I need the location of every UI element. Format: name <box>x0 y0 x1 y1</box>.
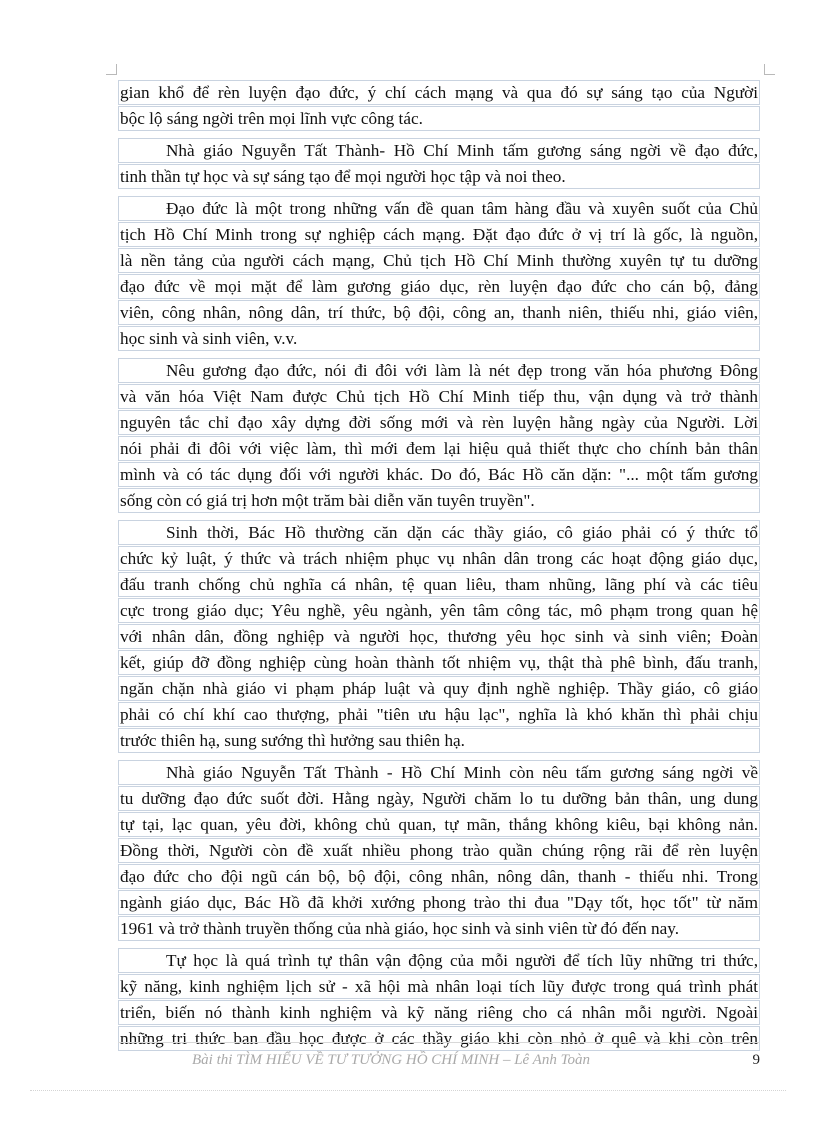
page-bottom-edge <box>30 1090 786 1091</box>
text-line: kết, giúp đỡ đồng nghiệp cùng hoàn thành tốt nhiệm vụ, thật thà phê bình, đấu tranh, <box>118 650 760 675</box>
text-line: nguyên tắc chỉ đạo xây dựng đời sống mới và rèn luyện hằng ngày của Người. Lời <box>118 410 760 435</box>
page-footer <box>118 1052 760 1074</box>
paragraph <box>118 196 760 351</box>
text-line: triển, biến nó thành kinh nghiệm và kỹ năng riêng cho cá nhân mỗi người. Ngoài <box>118 1000 760 1025</box>
text-line: với nhân dân, đồng nghiệp và người học, thương yêu học sinh và sinh viên; Đoàn <box>118 624 760 649</box>
text-line: Nhà giáo Nguyễn Tất Thành- Hồ Chí Minh tấm gương sáng ngời về đạo đức, <box>118 138 760 163</box>
text-line: tinh thần tự học và sự sáng tạo để mọi người học tập và noi theo. <box>118 164 760 189</box>
text-line: mình và có tác dụng đối với người khác. Do đó, Bác Hồ căn dặn: "... một tấm gương <box>118 462 760 487</box>
paragraph <box>118 138 760 189</box>
text-line: Nêu gương đạo đức, nói đi đôi với làm là nét đẹp trong văn hóa phương Đông <box>118 358 760 383</box>
text-line: tự tại, lạc quan, yêu đời, không chủ quan, tự mãn, thắng không kiêu, bại không nản. <box>118 812 760 837</box>
margin-corner-top-left <box>106 64 117 75</box>
text-line: trước thiên hạ, sung sướng thì hưởng sau thiên hạ. <box>118 728 760 753</box>
text-line: ngành giáo dục, Bác Hồ đã khởi xướng phong trào thi đua "Dạy tốt, học tốt" từ năm <box>118 890 760 915</box>
text-line: tịch Hồ Chí Minh trong sự nghiệp cách mạng. Đặt đạo đức ở vị trí là gốc, là nguồn, <box>118 222 760 247</box>
text-line: những tri thức ban đầu học được ở các thầy giáo khi còn nhỏ ở quê và khi còn trên <box>118 1026 760 1051</box>
text-line: kỹ năng, kinh nghiệm lịch sử - xã hội mà nhân loại tích lũy được trong quá trình phát <box>118 974 760 999</box>
paragraph <box>118 760 760 941</box>
paragraph <box>118 358 760 513</box>
text-line: Đạo đức là một trong những vấn đề quan tâm hàng đầu và xuyên suốt của Chủ <box>118 196 760 221</box>
text-line: bộc lộ sáng ngời trên mọi lĩnh vực công tác. <box>118 106 760 131</box>
text-line: tu dưỡng đạo đức suốt đời. Hằng ngày, Người chăm lo tu dưỡng bản thân, ung dung <box>118 786 760 811</box>
text-line: Nhà giáo Nguyễn Tất Thành - Hồ Chí Minh còn nêu tấm gương sáng ngời về <box>118 760 760 785</box>
text-line: là nền tảng của người cách mạng, Chủ tịch Hồ Chí Minh thường xuyên tự tu dưỡng <box>118 248 760 273</box>
text-line: gian khổ để rèn luyện đạo đức, ý chí cách mạng và qua đó sự sáng tạo của Người <box>118 80 760 105</box>
text-line: đạo đức về mọi mặt để làm gương giáo dục, rèn luyện đạo đức cho cán bộ, đảng <box>118 274 760 299</box>
text-line: 1961 và trở thành truyền thống của nhà giáo, học sinh và sinh viên từ đó đến nay. <box>118 916 760 941</box>
text-line: cực trong giáo dục; Yêu nghề, yêu ngành, yên tâm công tác, mô phạm trong quan hệ <box>118 598 760 623</box>
text-line: học sinh và sinh viên, v.v. <box>118 326 760 351</box>
text-line: viên, công nhân, nông dân, trí thức, bộ đội, công an, thanh niên, thiếu nhi, giáo viên, <box>118 300 760 325</box>
text-line: và văn hóa Việt Nam được Chủ tịch Hồ Chí Minh tiếp thu, vận dụng và trở thành <box>118 384 760 409</box>
body-text <box>118 80 760 1058</box>
paragraph <box>118 80 760 131</box>
page-number: 9 <box>752 1052 760 1068</box>
text-line: Tự học là quá trình tự thân vận động của mỗi người để tích lũy những tri thức, <box>118 948 760 973</box>
paragraph <box>118 520 760 753</box>
footer-title: Bài thi TÌM HIỂU VỀ TƯ TƯỞNG HỒ CHÍ MINH – Lê Anh Toàn <box>192 1052 591 1068</box>
margin-corner-top-right <box>764 64 775 75</box>
text-line: phải có chí khí cao thượng, phải "tiên ưu hậu lạc", nghĩa là khó khăn thì phải chịu <box>118 702 760 727</box>
text-line: đấu tranh chống chủ nghĩa cá nhân, tệ quan liêu, tham nhũng, lãng phí và các tiêu <box>118 572 760 597</box>
footer-divider <box>118 1042 760 1043</box>
text-line: nói phải đi đôi với việc làm, thì mới đem lại hiệu quả thiết thực cho chính bản thân <box>118 436 760 461</box>
text-line: ngăn chặn nhà giáo vi phạm pháp luật và quy định nghề nghiệp. Thầy giáo, cô giáo <box>118 676 760 701</box>
text-line: Sinh thời, Bác Hồ thường căn dặn các thầy giáo, cô giáo phải có ý thức tổ <box>118 520 760 545</box>
text-line: chức kỷ luật, ý thức và trách nhiệm phục vụ nhân dân trong các hoạt động giáo dục, <box>118 546 760 571</box>
paragraph <box>118 948 760 1051</box>
text-line: Đồng thời, Người còn đề xuất nhiều phong trào quần chúng rộng rãi để rèn luyện <box>118 838 760 863</box>
text-line: sống còn có giá trị hơn một trăm bài diễn văn tuyên truyền". <box>118 488 760 513</box>
text-line: đạo đức cho đội ngũ cán bộ, bộ đội, công nhân, nông dân, thanh - thiếu nhi. Trong <box>118 864 760 889</box>
